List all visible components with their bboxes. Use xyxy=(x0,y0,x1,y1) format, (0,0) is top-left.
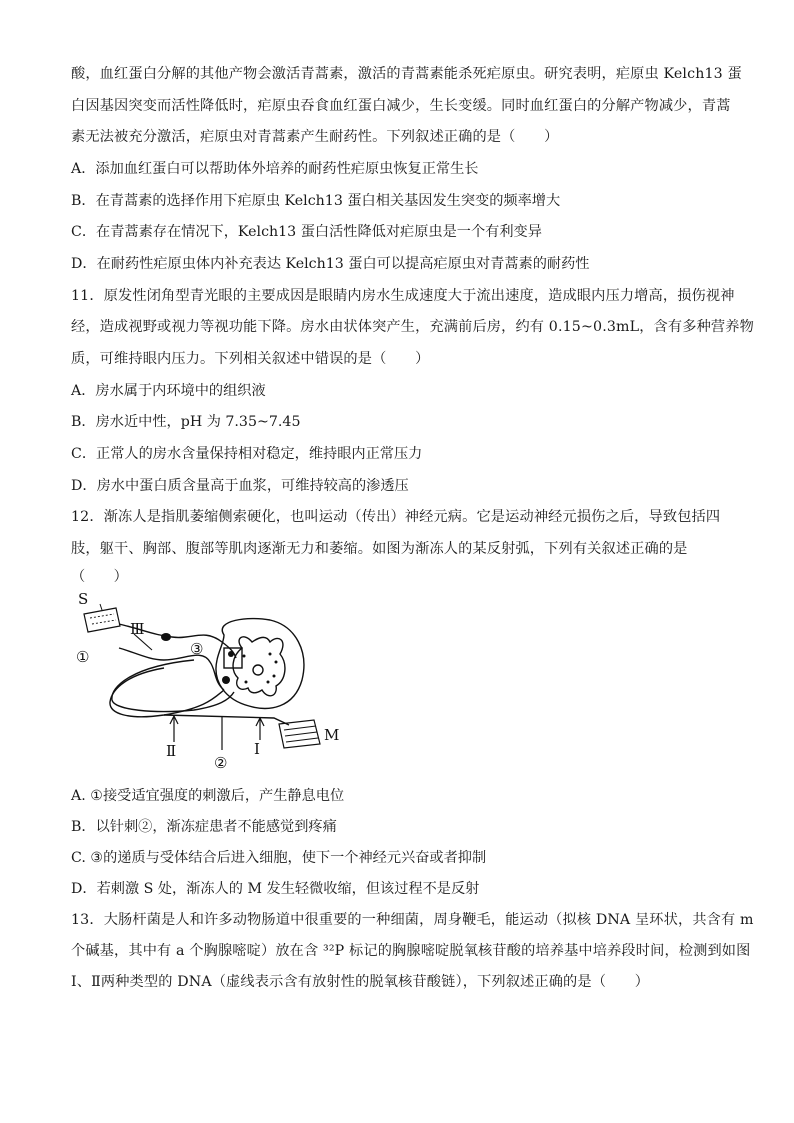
q11-option-b: B．房水近中性，pH 为 7.35~7.45 xyxy=(71,414,301,430)
q12-stem-line-2: 肢，躯干、胸部、腹部等肌肉逐渐无力和萎缩。如图为渐冻人的某反射弧，下列有关叙述正确的是 xyxy=(71,541,688,557)
q12-option-a: A. ①接受适宜强度的刺激后，产生静息电位 xyxy=(71,788,345,804)
label-circle-2: ② xyxy=(214,754,228,772)
q10-stem-line-2: 白因基因突变而活性降低时，疟原虫吞食血红蛋白减少，生长变缓。同时血红蛋白的分解产物减少，青蒿 xyxy=(71,98,731,114)
q11-option-d: D．房水中蛋白质含量高于血浆，可维持较高的渗透压 xyxy=(71,478,409,494)
q13-stem-line-2: 个碱基，其中有 a 个胸腺嘧啶）放在含 ³²P 标记的胸腺嘧啶脱氧核苷酸的培养基中培养段时间，检测到如图 xyxy=(71,943,751,959)
q12-stem-line-3: （ ） xyxy=(71,569,128,585)
q12-option-c: C. ③的递质与受体结合后进入细胞，使下一个神经元兴奋或者抑制 xyxy=(71,850,487,866)
muscle-connection xyxy=(164,715,289,725)
q10-option-d: D．在耐药性疟原虫体内补充表达 Kelch13 蛋白可以提高疟原虫对青蒿素的耐药性 xyxy=(71,256,590,272)
q11-option-c: C．正常人的房水含量保持相对稳定，维持眼内正常压力 xyxy=(71,446,423,462)
efferent-long-arc xyxy=(110,668,224,717)
interneuron-body xyxy=(228,651,234,657)
q10-stem-line-1: 酸，血红蛋白分解的其他产物会激活青蒿素，激活的青蒿素能杀死疟原虫。研究表明，疟原虫 Kelch13 蛋 xyxy=(71,66,742,82)
q11-stem-line-1: 11．原发性闭角型青光眼的主要成因是眼睛内房水生成速度大于流出速度，造成眼内压力增高，损伤视神 xyxy=(71,288,735,304)
q12-option-b: B．以针刺②，渐冻症患者不能感觉到疼痛 xyxy=(71,819,337,835)
grey-matter xyxy=(233,637,285,696)
receptor-s xyxy=(84,608,120,632)
label-circle-3: ③ xyxy=(190,640,204,658)
ganglion-cell-body xyxy=(161,633,171,641)
q10-stem-line-3: 素无法被充分激活，疟原虫对青蒿素产生耐药性。下列叙述正确的是（ ） xyxy=(71,129,559,145)
label-i: Ⅰ xyxy=(254,740,260,758)
q10-option-a: A．添加血红蛋白可以帮助体外培养的耐药性疟原虫恢复正常生长 xyxy=(71,161,479,177)
label-m: M xyxy=(324,726,340,744)
q10-option-c: C．在青蒿素存在情况下，Kelch13 蛋白活性降低对疟原虫是一个有利变异 xyxy=(71,224,542,240)
label-iii: Ⅲ xyxy=(130,620,145,638)
q11-stem-line-2: 经，造成视野或视力等视功能下降。房水由状体突产生，充满前后房，约有 0.15~0.3mL，含有多种营养物 xyxy=(71,319,754,335)
reflex-arc-figure xyxy=(74,590,354,780)
motor-neuron-body xyxy=(222,676,230,684)
q13-stem-line-3: Ⅰ、Ⅱ两种类型的 DNA（虚线表示含有放射性的脱氧核苷酸链），下列叙述正确的是（ ） xyxy=(71,974,650,990)
sensory-arc xyxy=(119,648,224,690)
q13-stem-line-1: 13．大肠杆菌是人和许多动物肠道中很重要的一种细菌，周身鞭毛，能运动（拟核 DNA 呈环状，共含有 m xyxy=(71,912,754,928)
spinal-cord-outline xyxy=(216,619,304,709)
q11-option-a: A．房水属于内环境中的组织液 xyxy=(71,383,266,399)
label-s: S xyxy=(78,590,89,608)
q12-option-d: D．若刺激 S 处，渐冻人的 M 发生轻微收缩，但该过程不是反射 xyxy=(71,881,480,897)
q10-option-b: B．在青蒿素的选择作用下疟原虫 Kelch13 蛋白相关基因发生突变的频率增大 xyxy=(71,193,561,209)
q12-stem-line-1: 12．渐冻人是指肌萎缩侧索硬化，也叫运动（传出）神经元病。它是运动神经元损伤之后，导致包括四 xyxy=(71,509,721,525)
q11-stem-line-3: 质，可维持眼内压力。下列相关叙述中错误的是（ ） xyxy=(71,351,430,367)
reflex-arc-diagram xyxy=(74,590,354,780)
central-canal xyxy=(253,665,263,675)
label-ii: Ⅱ xyxy=(166,742,177,760)
label-circle-1: ① xyxy=(76,648,90,666)
